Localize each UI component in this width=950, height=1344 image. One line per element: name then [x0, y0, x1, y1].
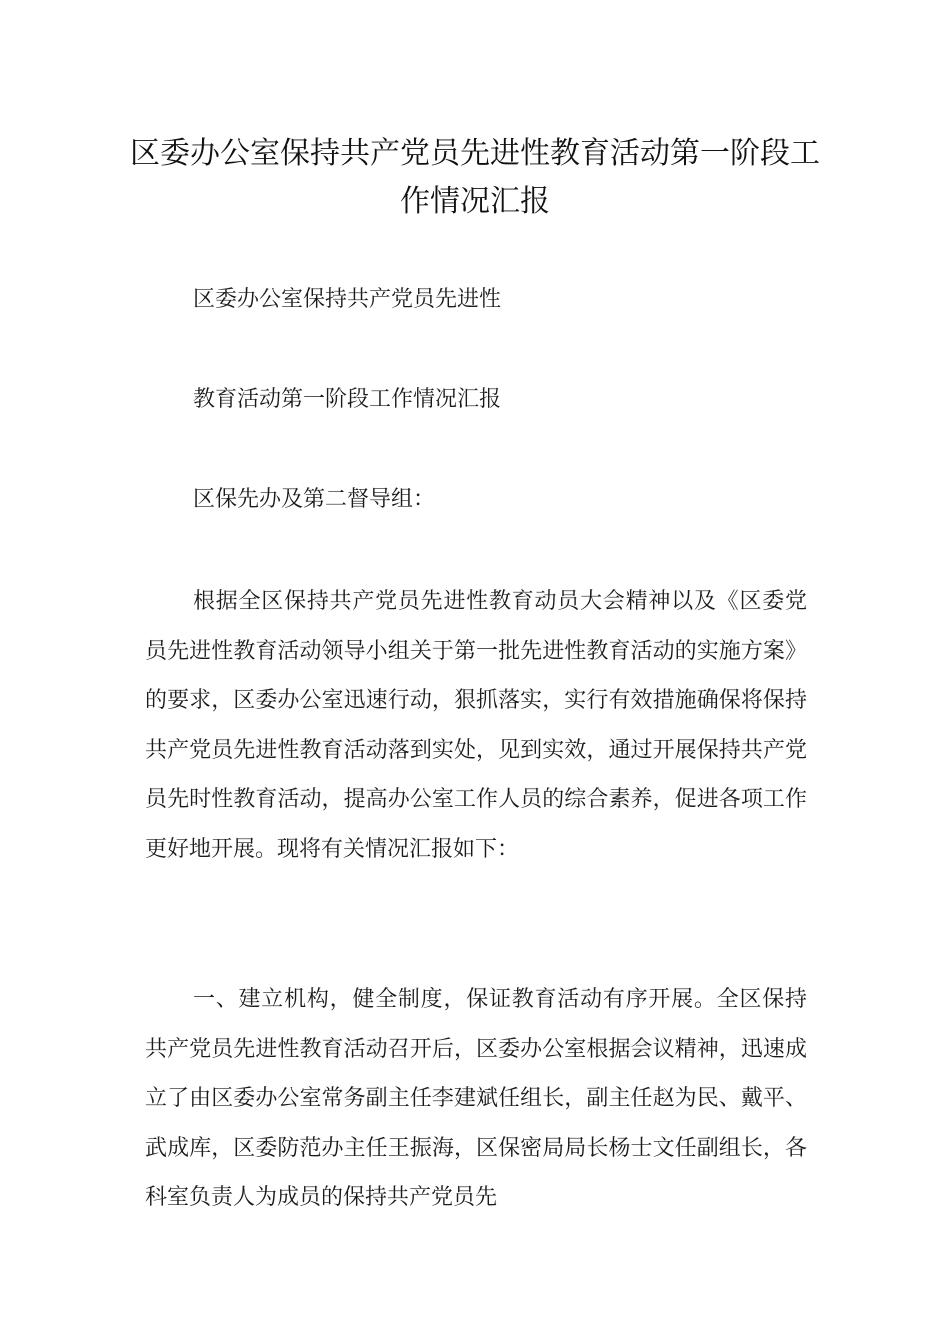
subtitle-line-2: 教育活动第一阶段工作情况汇报 — [193, 387, 502, 412]
salutation: 区保先办及第二督导组： — [193, 487, 436, 512]
subtitle-line-1: 区委办公室保持共产党员先进性 — [193, 287, 502, 312]
body-paragraph-1: 根据全区保持共产党员先进性教育动员大会精神以及《区委党员先进性教育活动领导小组关于第一批先进性教育活动的实施方案》的要求，区委办公室迅速行动，狠抓落实，实行有效措施确保将保持共产党员先进性教育活动落到实处，见到实效，通过开展保持共产党员先时性教育活动，提高办公室工作人员的综合素养，促进各项工作更好地开展。现将有关情况汇报如下： — [145, 589, 807, 862]
body-paragraph-2: 一、建立机构，健全制度，保证教育活动有序开展。全区保持共产党员先进性教育活动召开后，区委办公室根据会议精神，迅速成立了由区委办公室常务副主任李建斌任组长，副主任赵为民、戴平、武成库，区委防范办主任王振海，区保密局局长杨士文任副组长，各科室负责人为成员的保持共产党员先 — [145, 987, 807, 1210]
document-title: 区委办公室保持共产党员先进性教育活动第一阶段工作情况汇报 — [130, 136, 820, 219]
